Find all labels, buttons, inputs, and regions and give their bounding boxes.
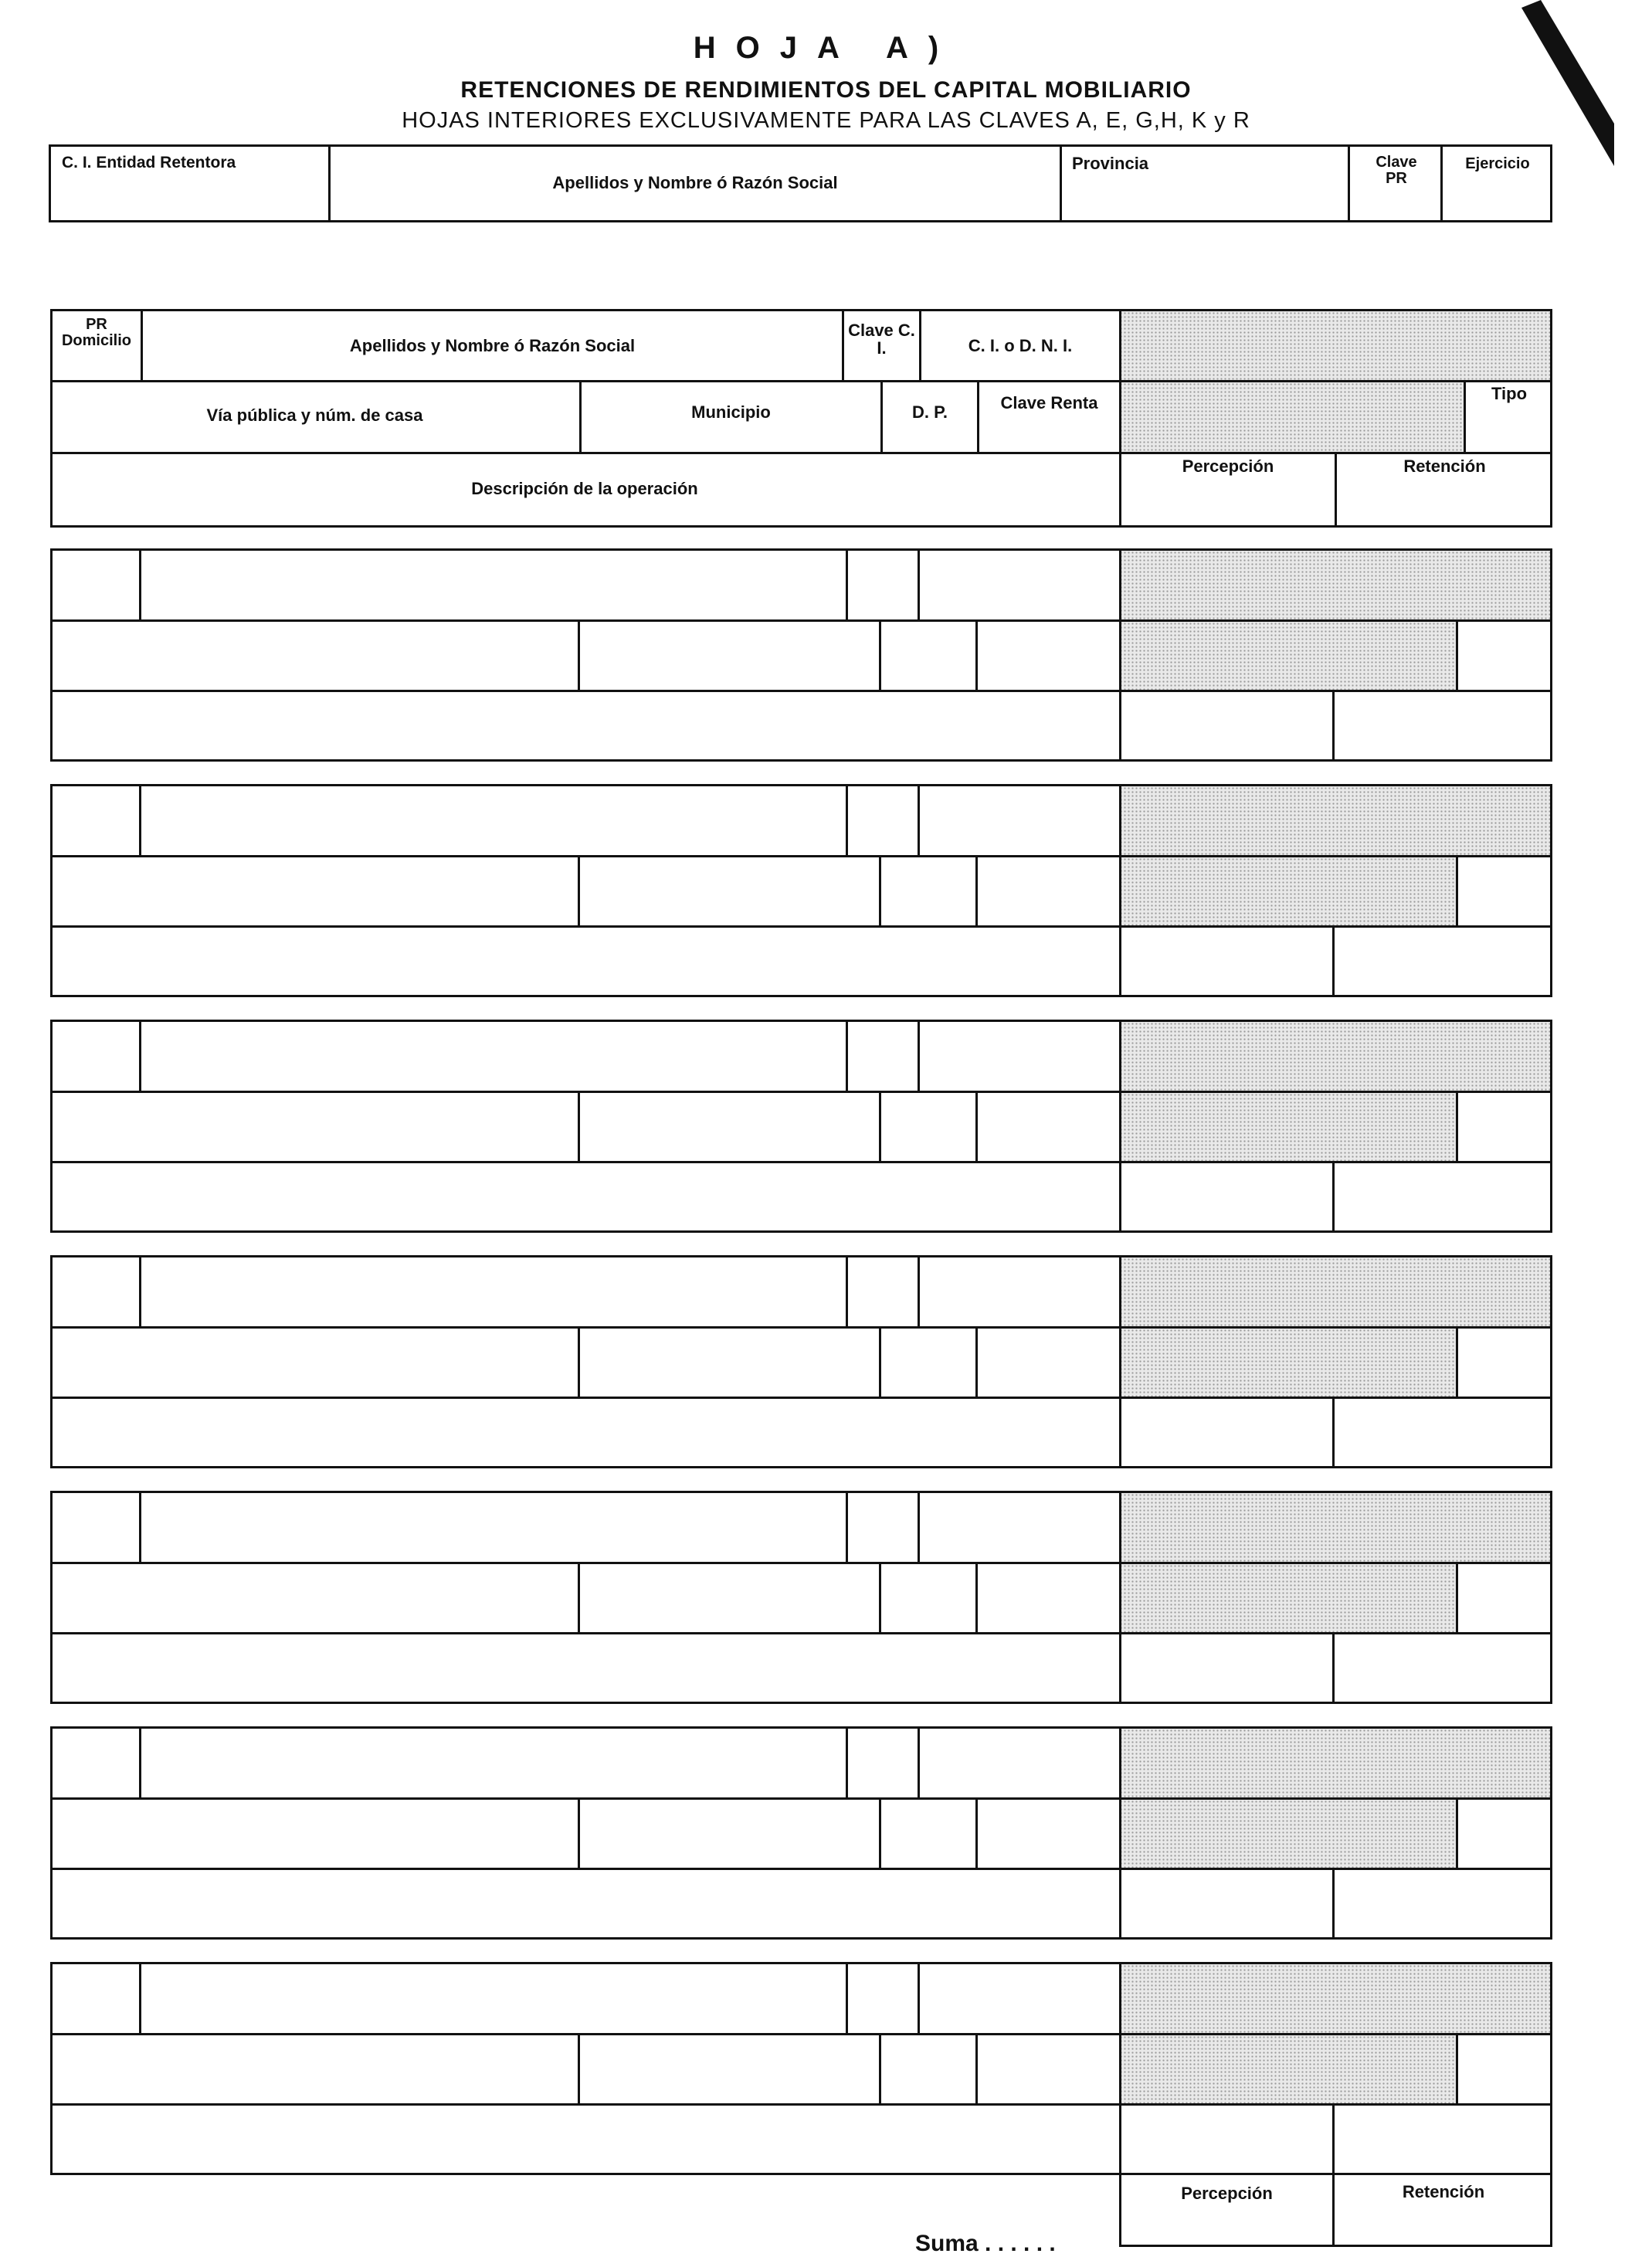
clave-ci-label: Clave C. I. — [848, 321, 915, 358]
suma-label: Suma . . . . . . — [915, 2231, 1056, 2256]
page-subtitle-claves: HOJAS INTERIORES EXCLUSIVAMENTE PARA LAS CLAVES A, E, G,H, K y R — [402, 108, 1250, 133]
percepcion-label: Percepción — [1182, 456, 1274, 476]
tipo-label: Tipo — [1491, 384, 1528, 403]
page-title: HOJA A) — [693, 31, 959, 65]
dp-label: D. P. — [911, 402, 948, 422]
clave-renta-label: Clave Renta — [1000, 393, 1098, 412]
total-percepcion-label: Percepción — [1181, 2184, 1273, 2203]
total-retencion-label: Retención — [1402, 2182, 1485, 2201]
ejercicio-label: Ejercicio — [1465, 155, 1530, 172]
via-publica-label: Vía pública y núm. de casa — [206, 406, 423, 425]
apellidos-retentor-label: Apellidos y Nombre ó Razón Social — [552, 173, 838, 192]
apellidos-label: Apellidos y Nombre ó Razón Social — [349, 336, 636, 355]
municipio-label: Municipio — [691, 402, 771, 422]
retencion-label: Retención — [1403, 456, 1486, 476]
provincia-label: Provincia — [1072, 154, 1149, 173]
ci-dni-label: C. I. o D. N. I. — [968, 336, 1073, 355]
ci-entidad-label: C. I. Entidad Retentora — [62, 154, 236, 171]
page-subtitle: RETENCIONES DE RENDIMIENTOS DEL CAPITAL MOBILIARIO — [460, 77, 1192, 103]
pr-domicilio-label: PR Domicilio — [61, 316, 131, 349]
descripcion-label: Descripción de la operación — [471, 479, 698, 498]
clave-pr-label: Clave PR — [1376, 154, 1417, 187]
